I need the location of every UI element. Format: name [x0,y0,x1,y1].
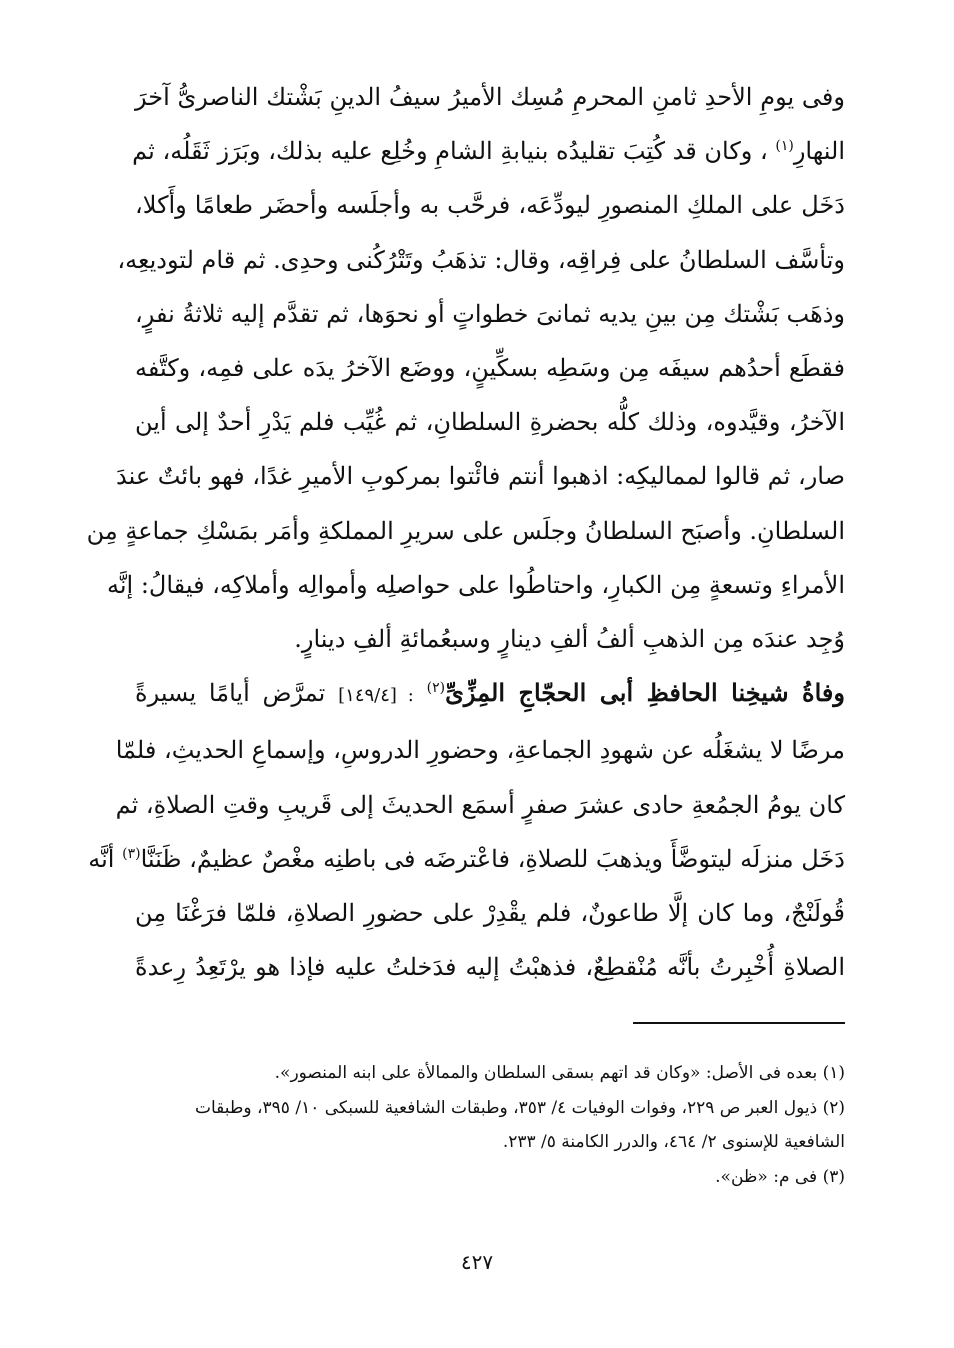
text-line: فقطَع أحدُهم سيفَه مِن وسَطِه بسكِّينٍ، ووضَع الآخرُ يدَه على فمِه، وكتَّفه [135,354,845,383]
text-line: وتأسَّف السلطانُ على فِراقِه، وقال: تذهَبُ وتَتْرُكُنى وحدِى. ثم قام لتوديعِه، [117,245,845,274]
text-line: وفى يومِ الأحدِ ثامنِ المحرمِ مُسِك الأميرُ سيفُ الدينِ بَشْتك الناصرىُّ آخرَ [135,83,845,111]
text-line: صار، ثم قالوا لمماليكِه: اذهبوا أنتم فائْتوا بمركوبِ الأميرِ غدًا، فهو بائتٌ عندَ [116,462,845,491]
text-line: وذهَب بَشْتك مِن بينِ يديه ثمانىَ خطواتٍ أو نحوَها، ثم تقدَّم إليه ثلاثةُ نفرٍ، [134,299,845,328]
page-number: ٤٢٧ [460,1250,494,1274]
text-line: الصلاةِ أُخْبِرتُ بأنَّه مُنْقطِعٌ، فذهبْتُ إليه فدَخلتُ عليه فإذا هو يرْتَعِدُ رِعدةً [135,953,845,982]
text-line: الأمراءِ وتسعةٍ مِن الكبارِ، واحتاطُوا على حواصلِه وأموالِه وأملاكِه، فيقالُ: إنَّه [107,570,845,599]
text-line: الآخرُ، وقيَّدوه، وذلك كلُّه بحضرةِ السلطانِ، ثم غُيِّب فلم يَدْرِ أحدٌ إلى أين [135,408,845,437]
paragraph-2 [88,666,845,994]
section-heading: وفاةُ شيخِنا الحافظِ أبى الحجّاجِ المِزِّىِّ [445,678,845,708]
footnotes [135,1056,845,1194]
text-line: دَخَل منزلَه ليتوضَّأَ ويذهبَ للصلاةِ، فاعْترضَه فى باطنِه مغْصٌ عظيمٌ، ظَنَنَّا$^{(٣)}$ أنَّه [88,844,845,873]
footnote-separator [633,1022,845,1024]
footnote-2: (٢) ذيول العبر ص ٢٢٩، وفوات الوفيات ٤/ ٣٥٣، وطبقات الشافعية للسبكى ١٠/ ٣٩٥، وطبقات [194,1097,845,1118]
text-line: النهارِ$^{(١)}$ ، وكان قد كُتِبَ تقليدُه بنيابةِ الشامِ وخُلِع عليه بذلك، وبَرَز ثَقَلُه، ثم [132,137,845,166]
text-line: دَخَل على الملكِ المنصورِ ليودِّعَه، فرحَّب به وأجلَسه وأحضَر طعامًا وأَكلا، [135,191,845,220]
footnote-marker: (٢) [426,680,446,697]
footnote-1: (١) بعده فى الأصل: «وكان قد اتهم بسقى السلطان والممالأة على ابنه المنصور». [274,1063,845,1083]
footnote-3: (٣) فى م: «ظن». [715,1166,845,1187]
text-line: قُولَنْجٌ، وما كان إلَّا طاعونٌ، فلم يقْدِرْ على حضورِ الصلاةِ، فلمّا فرَغْنَا مِن [135,899,845,928]
heading-line: وفاةُ شيخِنا الحافظِ أبى الحجّاجِ المِزِّىِّ$^{(٢)}$ : [١٤٩/٤] تمرَّض أيامًا يسيرةً [135,678,845,708]
footnote-marker: (٣) [122,845,141,862]
footnote-2-continued: الشافعية للإسنوى ٢/ ٤٦٤، والدرر الكامنة ٥/ ٢٣٣. [502,1132,845,1152]
text-line: مرضًا لا يشغَلُه عن شهودِ الجماعةِ، وحضورِ الدروسِ، وإسماعِ الحديثِ، فلمّا [115,736,845,765]
text-line: كان يومُ الجمُعةِ حادى عشرَ صفرٍ أسمَع الحديثَ إلى قَريبِ وقتِ الصلاةِ، ثم [115,790,845,819]
volume-reference: : [١٤٩/٤] [338,685,414,707]
footnote-marker: (١) [775,138,794,155]
main-text [86,70,845,994]
text-line: السلطانِ. وأصبَح السلطانُ وجلَس على سريرِ المملكةِ وأمَر بمَسْكِ جماعةٍ مِن [86,516,845,545]
paragraph-1 [86,70,845,666]
text-line: وُجِد عندَه مِن الذهبِ ألفُ ألفِ دينارٍ وسبعُمائةِ ألفِ دينارٍ. [294,625,845,654]
